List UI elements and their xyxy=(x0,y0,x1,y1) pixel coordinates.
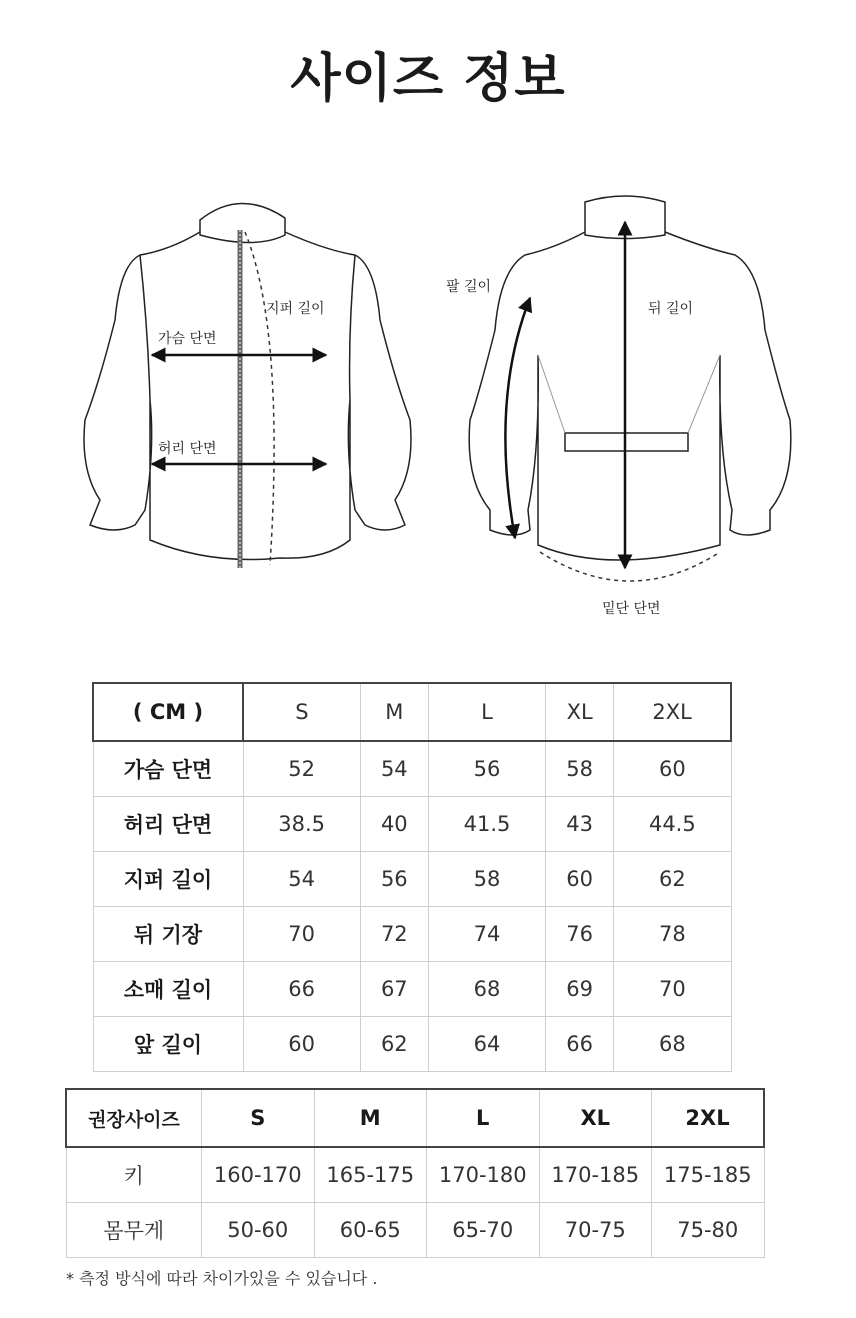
table-cell: 43 xyxy=(546,797,614,852)
page-title: 사이즈 정보 xyxy=(290,49,566,109)
table-cell: 74 xyxy=(428,907,545,962)
rec-table-header-row xyxy=(66,1089,764,1147)
table-cell: 67 xyxy=(360,962,428,1017)
table-cell: 44.5 xyxy=(614,797,731,852)
table-row xyxy=(93,852,731,907)
table-row xyxy=(93,797,731,852)
size-column-header: S xyxy=(202,1089,315,1147)
size-column-header: L xyxy=(428,683,545,741)
table-row xyxy=(66,1203,764,1258)
row-header: 소매 길이 xyxy=(93,962,243,1017)
table-cell: 170-185 xyxy=(539,1147,652,1203)
sleeve-arrow xyxy=(505,298,530,538)
front-jacket xyxy=(84,203,411,568)
table-cell: 54 xyxy=(243,852,360,907)
table-cell: 64 xyxy=(428,1017,545,1072)
table-cell: 56 xyxy=(428,741,545,797)
row-header: 뒤 기장 xyxy=(93,907,243,962)
hem-width-label: 밑단 단면 xyxy=(602,601,661,617)
table-cell: 68 xyxy=(428,962,545,1017)
table-cell: 41.5 xyxy=(428,797,545,852)
size-column-header: M xyxy=(360,683,428,741)
table-cell: 58 xyxy=(546,741,614,797)
row-header: 몸무게 xyxy=(66,1203,202,1258)
row-header: 지퍼 길이 xyxy=(93,852,243,907)
table-cell: 69 xyxy=(546,962,614,1017)
unit-header: ( CM ) xyxy=(93,683,243,741)
size-table-header-row xyxy=(93,683,731,741)
table-cell: 60 xyxy=(614,741,731,797)
table-cell: 165-175 xyxy=(314,1147,427,1203)
size-column-header: S xyxy=(243,683,360,741)
table-cell: 76 xyxy=(546,907,614,962)
row-header: 키 xyxy=(66,1147,202,1203)
chest-width-label: 가슴 단면 xyxy=(158,331,217,347)
table-cell: 70-75 xyxy=(539,1203,652,1258)
table-cell: 60 xyxy=(243,1017,360,1072)
table-cell: 175-185 xyxy=(652,1147,765,1203)
table-cell: 38.5 xyxy=(243,797,360,852)
table-cell: 56 xyxy=(360,852,428,907)
jacket-measurement-diagram xyxy=(60,180,820,630)
zipper-length-label: 지퍼 길이 xyxy=(266,301,325,317)
row-header: 허리 단면 xyxy=(93,797,243,852)
table-cell: 78 xyxy=(614,907,731,962)
size-column-header: M xyxy=(314,1089,427,1147)
back-jacket xyxy=(469,196,791,581)
table-row xyxy=(93,741,731,797)
table-cell: 62 xyxy=(360,1017,428,1072)
table-cell: 170-180 xyxy=(427,1147,540,1203)
size-column-header: L xyxy=(427,1089,540,1147)
table-cell: 62 xyxy=(614,852,731,907)
table-cell: 40 xyxy=(360,797,428,852)
recommended-size-table xyxy=(65,1088,765,1258)
measurement-footnote: * 측정 방식에 따라 차이가있을 수 있습니다 . xyxy=(66,1269,378,1288)
table-row xyxy=(93,907,731,962)
size-column-header: XL xyxy=(546,683,614,741)
size-column-header: 2XL xyxy=(614,683,731,741)
recommend-header: 권장사이즈 xyxy=(66,1089,202,1147)
table-cell: 52 xyxy=(243,741,360,797)
table-cell: 160-170 xyxy=(202,1147,315,1203)
table-cell: 75-80 xyxy=(652,1203,765,1258)
table-cell: 70 xyxy=(243,907,360,962)
jacket-illustration xyxy=(60,180,820,630)
waist-width-label: 허리 단면 xyxy=(158,441,217,457)
row-header: 가슴 단면 xyxy=(93,741,243,797)
table-cell: 66 xyxy=(243,962,360,1017)
table-cell: 68 xyxy=(614,1017,731,1072)
table-cell: 58 xyxy=(428,852,545,907)
table-row xyxy=(93,1017,731,1072)
row-header: 앞 길이 xyxy=(93,1017,243,1072)
table-cell: 60 xyxy=(546,852,614,907)
sleeve-length-label: 팔 길이 xyxy=(446,279,492,295)
table-cell: 66 xyxy=(546,1017,614,1072)
table-row xyxy=(93,962,731,1017)
table-cell: 70 xyxy=(614,962,731,1017)
table-cell: 72 xyxy=(360,907,428,962)
size-column-header: 2XL xyxy=(652,1089,765,1147)
table-cell: 60-65 xyxy=(314,1203,427,1258)
table-row xyxy=(66,1147,764,1203)
size-column-header: XL xyxy=(539,1089,652,1147)
table-cell: 65-70 xyxy=(427,1203,540,1258)
table-cell: 54 xyxy=(360,741,428,797)
table-cell: 50-60 xyxy=(202,1203,315,1258)
back-length-label: 뒤 길이 xyxy=(648,301,694,317)
size-measurement-table xyxy=(92,682,732,1072)
